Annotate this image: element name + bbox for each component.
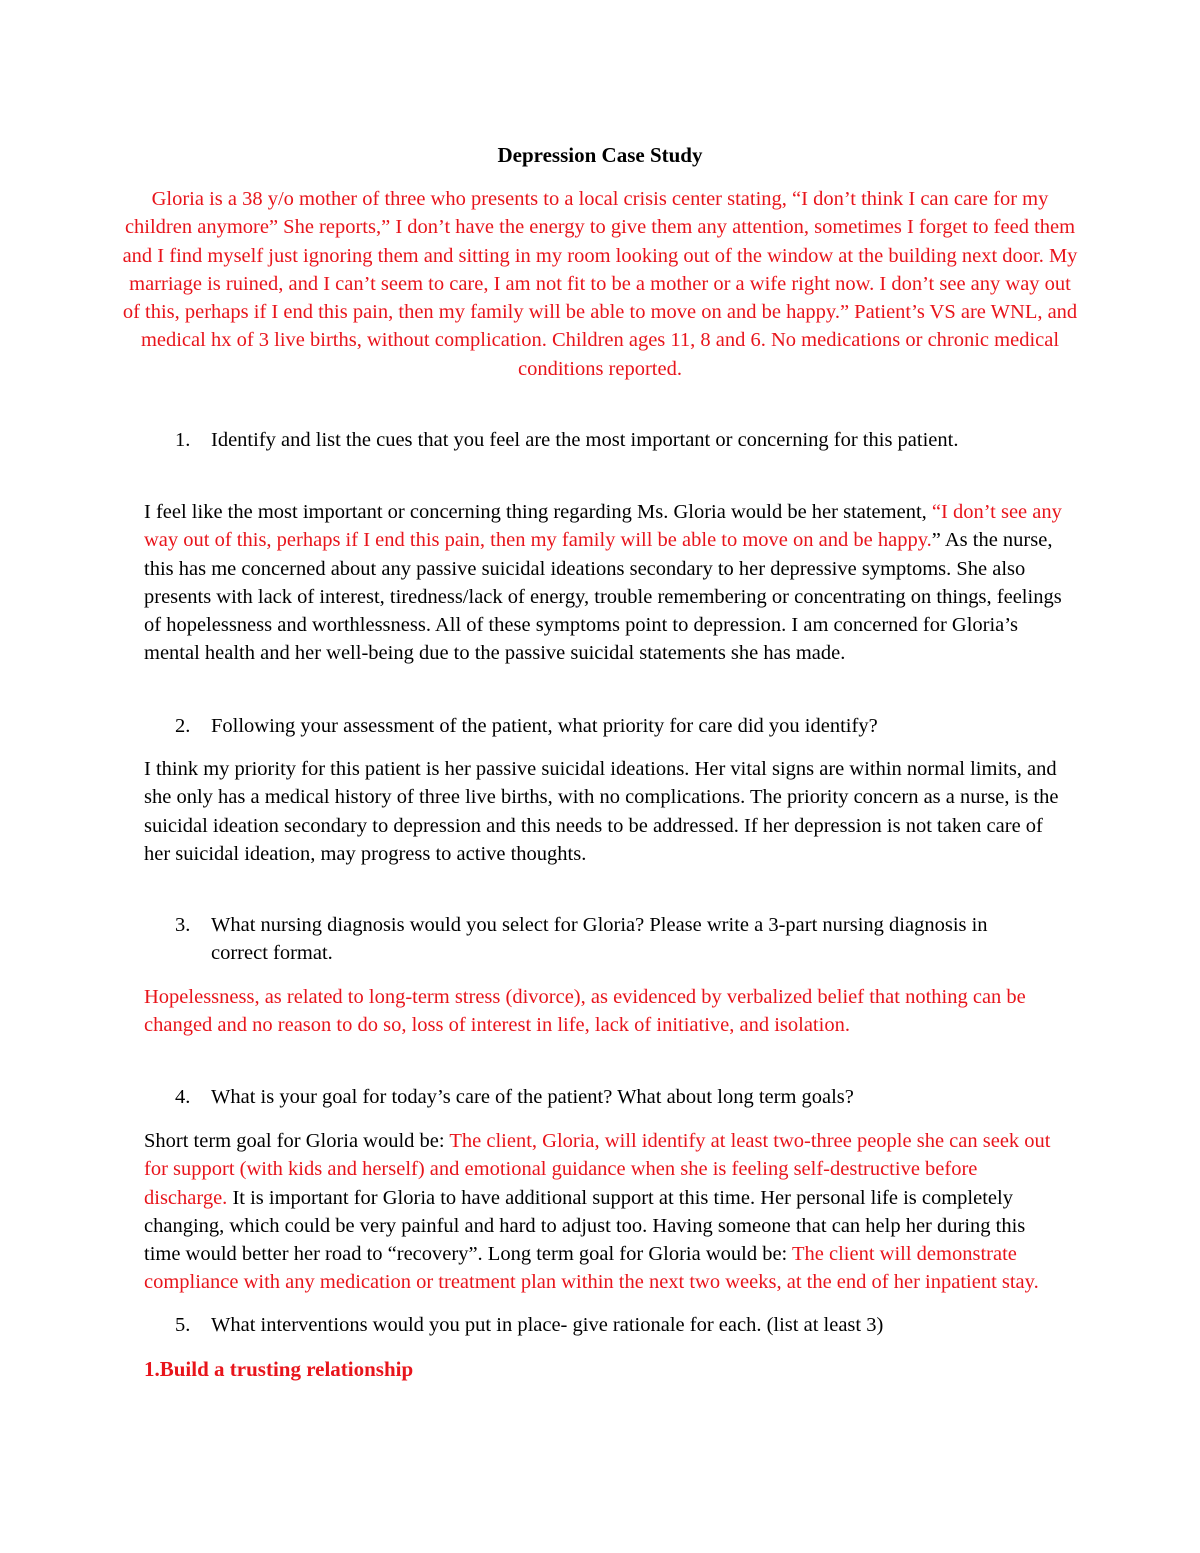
long-term-goal: The client will demonstrate compliance with any medication or treatment plan within the next two weeks, at the end of her inpatient stay. <box>144 1243 1039 1294</box>
question-number: 5. <box>175 1314 191 1336</box>
question-number: 4. <box>175 1086 191 1108</box>
short-term-goal: The client, Gloria, will identify at least two-three people she can seek out for support (with kids and herself) and emotional guidance when she is feeling self-destructive before discharge. <box>144 1130 1051 1209</box>
question-3 <box>144 911 1044 968</box>
question-4 <box>144 1083 1044 1111</box>
question-text: What nursing diagnosis would you select for Gloria? Please write a 3-part nursing diagnosis in correct format. <box>211 914 988 965</box>
answer-3: Hopelessness, as related to long-term stress (divorce), as evidenced by verbalized belief that nothing can be changed and no reason to do so, loss of interest in life, lack of initiative, and isolation. <box>144 986 1026 1037</box>
question-text: Following your assessment of the patient, what priority for care did you identify? <box>211 715 878 737</box>
question-number: 2. <box>175 715 191 737</box>
question-2 <box>144 712 1044 740</box>
short-term-label: Short term goal for Gloria would be: <box>144 1130 450 1152</box>
answer-4 <box>144 1127 1064 1297</box>
question-text: What is your goal for today’s care of the patient? What about long term goals? <box>211 1086 854 1108</box>
answer-4-body: It is important for Gloria to have additional support at this time. Her personal life is completely changing, which could be very painful and hard to adjust too. Having someone that can help her during this time would better her road to “recovery”. Long term goal for Gloria would be: <box>144 1186 1026 1266</box>
answer-1-body: ” As the nurse, this has me concerned about any passive suicidal ideations secondary to her depressive symptoms. She also presents with lack of interest, tiredness/lack of energy, trouble remembering or concentrating on things, feelings of hopelessness and worthlessness. All of these symptoms point to depression. I am concerned for Gloria’s mental health and her well-being due to the passive suicidal statements she has made. <box>144 529 1062 665</box>
answer-1 <box>144 498 1064 668</box>
intervention-heading: 1.Build a trusting relationship <box>144 1357 414 1381</box>
question-text: What interventions would you put in place- give rationale for each. (list at least 3) <box>211 1314 884 1336</box>
question-number: 1. <box>175 429 191 451</box>
answer-1-intro: I feel like the most important or concerning thing regarding Ms. Gloria would be her statement, <box>144 501 932 523</box>
case-scenario: Gloria is a 38 y/o mother of three who presents to a local crisis center stating, “I don’t think I can care for my children anymore” She reports,” I don’t have the energy to give them any attention, sometimes I forget to feed them and I find myself just ignoring them and sitting in my room looking out of the window at the building next door. My marriage is ruined, and I can’t seem to care, I am not fit to be a mother or a wife right now. I don’t see any way out of this, perhaps if I end this pain, then my family will be able to move on and be happy.” Patient’s VS are WNL, and medical hx of 3 live births, without complication. Children ages 11, 8 and 6. No medications or chronic medical conditions reported. <box>122 188 1078 380</box>
question-5 <box>144 1311 1044 1339</box>
question-1 <box>144 426 1044 454</box>
question-number: 3. <box>175 914 191 936</box>
answer-1-quote: “I don’t see any way out of this, perhaps if I end this pain, then my family will be able to move on and be happy. <box>144 501 1062 552</box>
document-title: Depression Case Study <box>497 143 703 167</box>
answer-2: I think my priority for this patient is her passive suicidal ideations. Her vital signs are within normal limits, and she only has a medical history of three live births, with no complications. The priority concern as a nurse, is the suicidal ideation secondary to depression and this needs to be addressed. If her depression is not taken care of her suicidal ideation, may progress to active thoughts. <box>144 758 1059 865</box>
question-text: Identify and list the cues that you feel are the most important or concerning for this patient. <box>211 429 959 451</box>
